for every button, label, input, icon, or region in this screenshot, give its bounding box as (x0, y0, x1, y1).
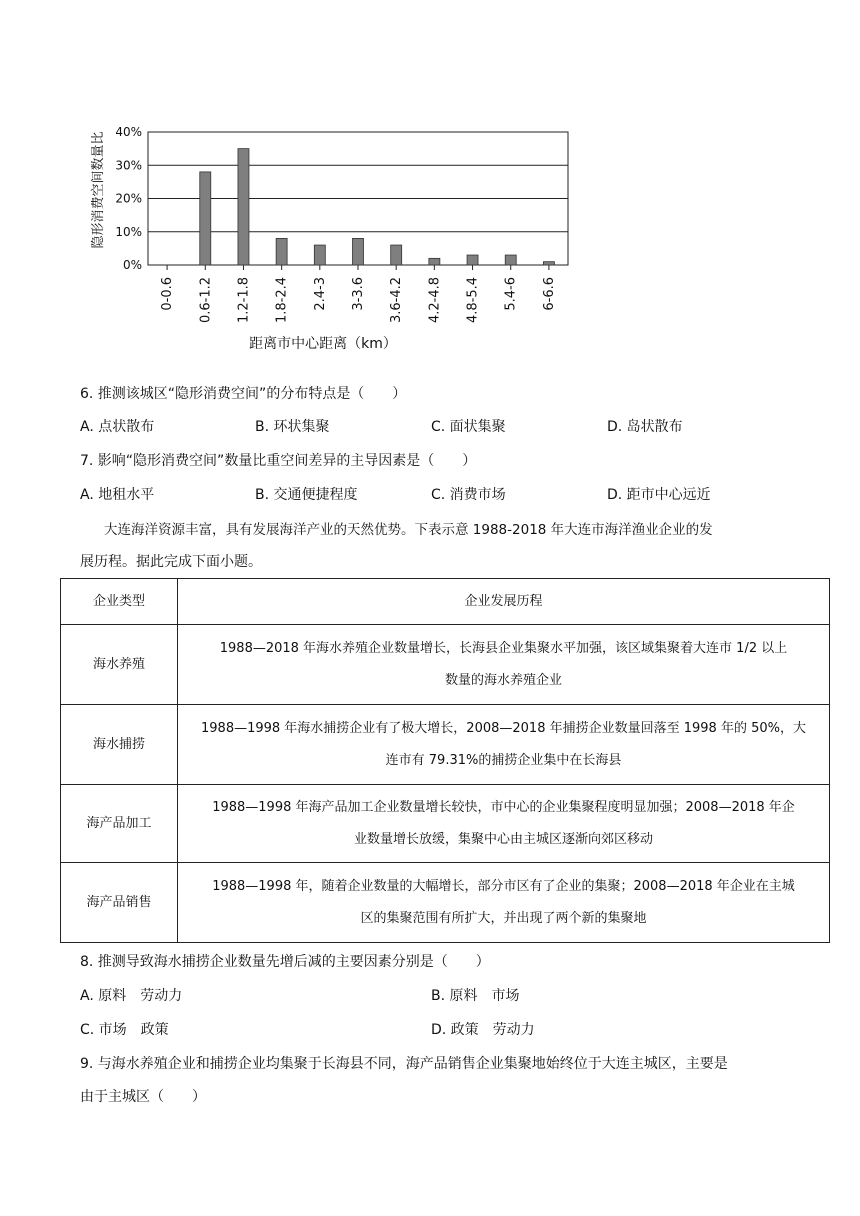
q6-option-a: A. 点状散布 (80, 419, 155, 435)
bar (314, 245, 325, 265)
row-history (178, 863, 830, 943)
row-type: 海水捕捞 (61, 705, 178, 785)
y-tick-label: 30% (115, 158, 142, 173)
bar (391, 245, 402, 265)
q6-option-d: D. 岛状散布 (607, 419, 683, 435)
question-6-stem: 6. 推测该城区“隐形消费空间”的分布特点是（ ） (80, 386, 407, 402)
q8-option-d: D. 政策 劳动力 (431, 1022, 535, 1038)
header-enterprise-type: 企业类型 (61, 579, 178, 625)
q8-option-b: B. 原料 市场 (431, 988, 520, 1004)
header-development-history: 企业发展历程 (178, 579, 830, 625)
q7-option-a: A. 地租水平 (80, 487, 155, 503)
x-tick-label: 6-6.6 (541, 277, 557, 311)
question-8-stem: 8. 推测导致海水捕捞企业数量先增后减的主要因素分别是（ ） (80, 954, 490, 970)
table-row (61, 863, 830, 943)
row-history-line-2: 连市有 79.31%的捕捞企业集中在长海县 (385, 752, 622, 768)
q7-option-d: D. 距市中心远近 (607, 487, 711, 503)
row-history (178, 705, 830, 785)
row-history-line-1: 1988—1998 年海产品加工企业数量增长较快，市中心的企业集聚程度明显加强；2008—2018 年企 (212, 799, 795, 815)
q8-option-c: C. 市场 政策 (80, 1022, 169, 1038)
distance-bar-chart (80, 115, 580, 360)
y-axis-label: 隐形消费空间数量比 (91, 131, 106, 249)
chart-bars (200, 149, 555, 265)
x-tick-label: 1.2-1.8 (236, 277, 252, 324)
row-history-line-2: 区的集聚范围有所扩大，并出现了两个新的集聚地 (360, 910, 647, 926)
row-type: 海产品销售 (61, 863, 178, 943)
x-tick-label: 5.4-6 (503, 277, 519, 311)
fishery-enterprise-table (60, 578, 830, 943)
q7-option-c: C. 消费市场 (431, 487, 506, 503)
table-row (61, 625, 830, 705)
q7-option-b: B. 交通便捷程度 (255, 487, 358, 503)
table-row (61, 785, 830, 863)
row-history (178, 625, 830, 705)
y-tick-label: 40% (115, 125, 142, 139)
bar (276, 238, 287, 265)
x-tick-label: 4.8-5.4 (465, 277, 481, 324)
x-tick-label: 4.2-4.8 (427, 277, 443, 324)
row-history-line-2: 数量的海水养殖企业 (444, 672, 562, 688)
row-history-line-1: 1988—2018 年海水养殖企业数量增长，长海县企业集聚水平加强，该区域集聚着大连市 1/2 以上 (219, 640, 788, 656)
x-tick-label: 1.8-2.4 (274, 277, 290, 324)
bar (353, 238, 364, 265)
y-tick-label: 20% (115, 191, 142, 206)
bar (505, 255, 516, 265)
table-header-row (61, 579, 830, 625)
x-tick-label: 3-3.6 (351, 277, 366, 311)
y-tick-label: 10% (115, 224, 142, 239)
row-type: 海产品加工 (61, 785, 178, 863)
bar (200, 172, 211, 265)
row-history (178, 785, 830, 863)
bar (543, 262, 554, 265)
bar (238, 149, 249, 265)
intro-line-2: 展历程。据此完成下面小题。 (80, 554, 262, 570)
x-tick-label: 0.6-1.2 (198, 277, 214, 324)
y-tick-labels (115, 125, 142, 272)
q8-option-a: A. 原料 劳动力 (80, 988, 183, 1004)
x-axis-label: 距离市中心距离（km） (249, 336, 397, 352)
question-9-line-1: 9. 与海水养殖企业和捕捞企业均集聚于长海县不同，海产品销售企业集聚地始终位于大连主城区，主要是 (80, 1056, 728, 1072)
x-tick-label: 0-0.6 (160, 277, 176, 311)
bar (467, 255, 478, 265)
y-tick-label: 0% (122, 258, 142, 272)
table-row (61, 705, 830, 785)
question-7-stem: 7. 影响“隐形消费空间”数量比重空间差异的主导因素是（ ） (80, 453, 477, 469)
row-history-line-1: 1988—1998 年，随着企业数量的大幅增长，部分市区有了企业的集聚；2008—2018 年企业在主城 (212, 878, 795, 894)
bar (429, 258, 440, 265)
intro-line-1: 大连海洋资源丰富，具有发展海洋产业的天然优势。下表示意 1988-2018 年大连市海洋渔业企业的发 (104, 522, 713, 538)
x-tick-label: 3.6-4.2 (389, 277, 405, 324)
row-type: 海水养殖 (61, 625, 178, 705)
row-history-line-1: 1988—1998 年海水捕捞企业有了极大增长，2008—2018 年捕捞企业数量回落至 1998 年的 50%，大 (201, 720, 806, 736)
q6-option-b: B. 环状集聚 (255, 419, 330, 435)
row-history-line-2: 业数量增长放缓，集聚中心由主城区逐渐向郊区移动 (353, 831, 653, 847)
q6-option-c: C. 面状集聚 (431, 419, 506, 435)
x-tick-labels (160, 277, 557, 323)
question-9-line-2: 由于主城区（ ） (80, 1089, 206, 1105)
x-tick-label: 2.4-3 (312, 277, 328, 311)
